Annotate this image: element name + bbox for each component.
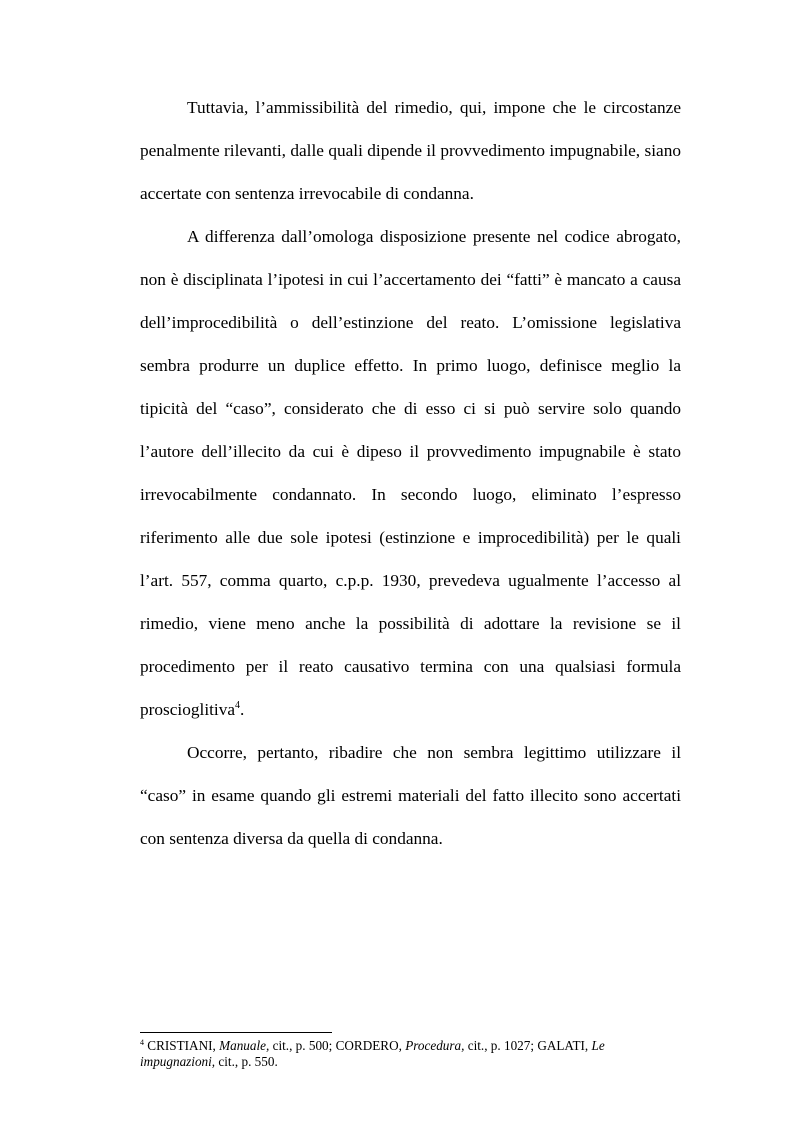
footnote-text-2: cit., p. 500; CORDERO, [269,1038,406,1053]
paragraph-2-text: A differenza dall’omologa disposizione presente nel codice abrogato, non è disciplinata l’ipotesi in cui l’accertamento dei “fatti” è mancato a causa dell’improcedibilità o dell’estinzione del reato. L’omissione legislativa sembra produrre un duplice effetto. In primo luogo, definisce meglio la tipicità del “caso”, considerato che di esso ci si può servire solo quando l’autore dell’illecito da cui è dipeso il provvedimento impugnabile è stato irrevocabilmente condannato. In secondo luogo, eliminato l’espresso riferimento alle due sole ipotesi (estinzione e improcedibilità) per le quali l’art. 557, comma quarto, c.p.p. 1930, prevedeva ugualmente l’accesso al rimedio, viene meno anche la possibilità di adottare la revisione se il procedimento per il reato causativo termina con una qualsiasi formula proscioglitiva [140,227,681,719]
footnote-title-impugnazioni: Le impugnazioni, [140,1038,605,1069]
footnote-text-3: cit., p. 1027; GALATI, [464,1038,592,1053]
footnote-title-manuale: Manuale, [219,1038,270,1053]
paragraph-1-text: Tuttavia, l’ammissibilità del rimedio, qui, impone che le circostanze penalmente rilevanti, dalle quali dipende il provvedimento impugnabile, siano accertate con sentenza irrevocabile di condanna. [140,98,681,203]
footnote-reference[interactable]: 4 [235,700,241,711]
paragraph-3-text: Occorre, pertanto, ribadire che non sembra legittimo utilizzare il “caso” in esame quando gli estremi materiali del fatto illecito sono accertati con sentenza diversa da quella di condanna. [140,743,681,848]
footnote-number: 4 [140,1038,144,1047]
paragraph-1 [140,86,681,215]
footnote-separator [140,1032,332,1033]
footnote [140,1038,681,1070]
footnote-text-4: cit., p. 550. [215,1054,278,1069]
paragraph-2-end: . [240,700,245,719]
footnote-title-procedura: Procedura, [405,1038,465,1053]
paragraph-2 [140,215,681,731]
footnote-text-1: CRISTIANI, [144,1038,220,1053]
paragraph-3 [140,731,681,860]
body-text [140,86,681,860]
